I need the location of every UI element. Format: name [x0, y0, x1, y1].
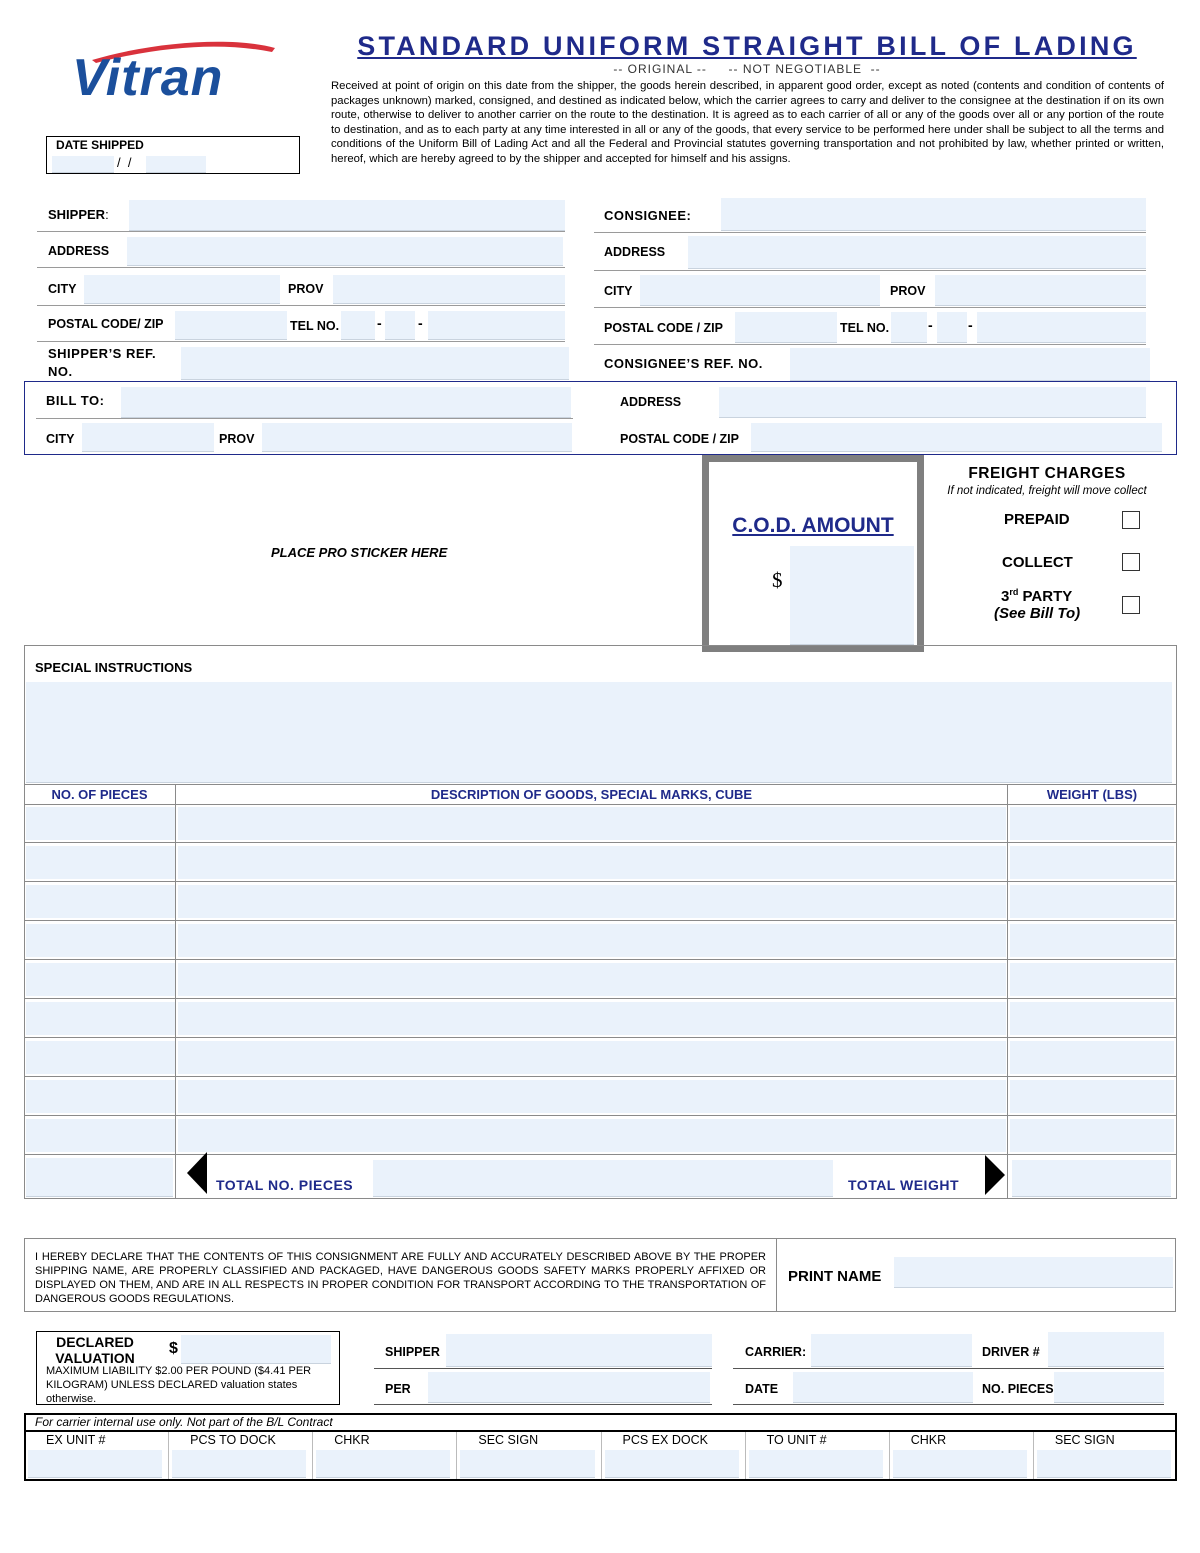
description-cell[interactable]	[178, 1041, 1006, 1074]
col-divider	[601, 1432, 602, 1479]
internal-col-label: TO UNIT #	[766, 1433, 827, 1447]
internal-col-field[interactable]	[460, 1450, 594, 1478]
document-title: STANDARD UNIFORM STRAIGHT BILL OF LADING	[357, 31, 1137, 61]
col-header-pieces: NO. OF PIECES	[51, 787, 148, 802]
tel-dash: -	[418, 315, 423, 331]
total-pieces-label: TOTAL NO. PIECES	[216, 1177, 354, 1193]
table-row	[24, 843, 1176, 882]
total-weight-label: TOTAL WEIGHT	[848, 1177, 959, 1193]
divider	[37, 305, 565, 306]
divider	[24, 784, 1176, 785]
divider	[37, 231, 565, 232]
divider	[37, 341, 565, 342]
description-cell[interactable]	[178, 1002, 1006, 1035]
consignee-tel-prefix-field[interactable]	[937, 312, 967, 343]
divider	[594, 344, 1146, 345]
weight-cell[interactable]	[1010, 846, 1174, 879]
per-label: PER	[385, 1382, 411, 1396]
declared-valuation-field[interactable]	[181, 1335, 331, 1364]
description-cell[interactable]	[178, 1119, 1006, 1152]
description-cell[interactable]	[178, 846, 1006, 879]
weight-cell[interactable]	[1010, 807, 1174, 840]
divider	[733, 1404, 1164, 1405]
col-header-description: DESCRIPTION OF GOODS, SPECIAL MARKS, CUBE	[430, 787, 753, 802]
internal-col-label: CHKR	[910, 1433, 947, 1447]
tel-dash: -	[968, 317, 973, 333]
freight-charges-note: If not indicated, freight will move collect	[947, 485, 1147, 497]
driver-field[interactable]	[1048, 1332, 1164, 1367]
description-cell[interactable]	[178, 807, 1006, 840]
weight-cell[interactable]	[1010, 1080, 1174, 1113]
consignee-address-label: ADDRESS	[604, 245, 666, 259]
bill-to-postal-field[interactable]	[751, 423, 1162, 452]
see-bill-to-label: (See Bill To)	[994, 605, 1081, 622]
declaration-text: I HEREBY DECLARE THAT THE CONTENTS OF THIS CONSIGNMENT ARE FULLY AND ACCURATELY DESCRIBED ABOVE BY THE PROPER SHIPPING NAME, ARE PROPERLY CLASSIFIED AND PACKAGED, HAVE DANGEROUS GOODS SAFETY MARKS PROPERLY AFFIXED OR DISPLAYED ON THEM, AND ARE IN ALL RESPECTS IN PROPER CONDITION FOR TRANSPORT ACCORDING TO THE TRANSPORTATION OF DANGEROUS GOODS REGULATIONS.	[35, 1251, 766, 1305]
shipper-signature-label: SHIPPER	[385, 1345, 440, 1359]
shipper-tel-line-field[interactable]	[428, 311, 565, 340]
no-pieces-field[interactable]	[1054, 1372, 1164, 1403]
consignee-tel-area-field[interactable]	[891, 312, 927, 343]
description-cell[interactable]	[178, 885, 1006, 918]
print-name-field[interactable]	[894, 1257, 1173, 1288]
tel-dash: -	[928, 317, 933, 333]
pieces-cell[interactable]	[26, 807, 175, 840]
internal-col-label: SEC SIGN	[478, 1433, 539, 1447]
pieces-cell[interactable]	[26, 924, 175, 957]
divider	[36, 418, 573, 419]
col-header-weight: WEIGHT (LBS)	[1046, 787, 1138, 802]
shipper-prov-label: PROV	[288, 282, 324, 296]
date-shipped-month[interactable]	[52, 156, 114, 173]
special-instructions-label: SPECIAL INSTRUCTIONS	[35, 660, 193, 675]
right-arrow-icon	[985, 1155, 1005, 1195]
bill-to-address-label: ADDRESS	[620, 395, 682, 409]
shipper-name-field[interactable]	[129, 200, 565, 231]
internal-col-field[interactable]	[605, 1450, 739, 1478]
pieces-cell[interactable]	[26, 1080, 175, 1113]
consignee-postal-field[interactable]	[735, 312, 837, 343]
per-field[interactable]	[428, 1372, 710, 1403]
divider	[594, 232, 1146, 233]
prepaid-label: PREPAID	[1004, 511, 1070, 528]
weight-cell[interactable]	[1010, 924, 1174, 957]
pro-sticker-label: PLACE PRO STICKER HERE	[271, 545, 448, 560]
consignee-name-field[interactable]	[721, 198, 1146, 231]
shipper-tel-label: TEL NO.	[290, 319, 340, 333]
internal-col-field[interactable]	[1037, 1450, 1171, 1478]
weight-cell[interactable]	[1010, 885, 1174, 918]
total-pieces-box[interactable]	[26, 1158, 173, 1197]
pieces-cell[interactable]	[26, 1002, 175, 1035]
tel-dash: -	[377, 315, 382, 331]
shipper-prov-field[interactable]	[333, 275, 565, 304]
bill-to-label: BILL TO:	[46, 393, 105, 408]
table-row	[24, 1038, 1176, 1077]
shipper-address-label: ADDRESS	[48, 244, 110, 258]
table-row	[24, 1116, 1176, 1155]
consignee-prov-label: PROV	[890, 284, 926, 298]
bill-to-name-field[interactable]	[121, 387, 571, 418]
print-name-label: PRINT NAME	[788, 1268, 882, 1285]
logo-text: Vitran	[72, 49, 224, 107]
divider	[374, 1368, 712, 1369]
table-row	[24, 804, 1176, 843]
consignee-postal-label: POSTAL CODE / ZIP	[604, 321, 723, 335]
no-pieces-label: NO. PIECES	[982, 1382, 1054, 1396]
internal-col-field[interactable]	[749, 1450, 883, 1478]
left-arrow-icon	[187, 1152, 207, 1194]
special-instructions-field[interactable]	[26, 682, 1172, 783]
document-subtitle: -- ORIGINAL -- -- NOT NEGOTIABLE --	[613, 62, 881, 76]
consignee-label: CONSIGNEE:	[604, 208, 692, 223]
col-divider	[312, 1432, 313, 1479]
table-row	[24, 921, 1176, 960]
date-shipped-year[interactable]	[146, 156, 206, 173]
internal-col-label: PCS EX DOCK	[622, 1433, 708, 1447]
vitran-logo	[72, 36, 282, 106]
shipper-city-label: CITY	[48, 282, 77, 296]
carrier-label: CARRIER:	[745, 1345, 807, 1359]
internal-col-field[interactable]	[893, 1450, 1027, 1478]
bill-to-prov-label: PROV	[219, 432, 255, 446]
shipper-ref-label: SHIPPER’S REF. NO.	[48, 346, 157, 379]
table-row	[24, 960, 1176, 999]
declaration-divider	[776, 1238, 777, 1312]
description-cell[interactable]	[178, 963, 1006, 996]
bill-to-city-label: CITY	[46, 432, 75, 446]
divider	[594, 307, 1146, 308]
total-pieces-field[interactable]	[373, 1160, 833, 1197]
divider	[374, 1404, 712, 1405]
terms-paragraph: Received at point of origin on this date from the shipper, the goods herein described, in apparent good order, except as noted (contents and condition of contents of packages unknown) marked, consigned, and destined as indicated below, which the carrier agrees to carry and deliver to the consignee at the destination if on its own route, otherwise to deliver to another carrier on the route to the destination. It is agreed as to each carrier of all or any of the goods over all or any portion of the route to destination, and as to each party at any time interested in all or any of the goods, that every service to be performed here under shall be subject to all the terms and conditions of the Uniform Bill of Lading Act and all the Federal and Provincial statutes governing transportation and not prohibited by law, whether printed or written, hereof, which are hereby agreed to by the shipper and accepted for himself and his assigns.	[331, 80, 1164, 165]
divider	[733, 1368, 1164, 1369]
shipper-ref-field[interactable]	[181, 347, 569, 380]
consignee-ref-field[interactable]	[790, 348, 1150, 381]
freight-charges-title: FREIGHT CHARGES	[968, 465, 1126, 482]
internal-col-label: SEC SIGN	[1054, 1433, 1115, 1447]
pieces-cell[interactable]	[26, 885, 175, 918]
consignee-city-label: CITY	[604, 284, 633, 298]
valuation-note: MAXIMUM LIABILITY $2.00 PER POUND ($4.41 PER KILOGRAM) UNLESS DECLARED valuation states otherwise.	[46, 1365, 312, 1405]
weight-cell[interactable]	[1010, 1119, 1174, 1152]
date-shipped-label: DATE SHIPPED	[56, 138, 144, 152]
internal-col-field[interactable]	[172, 1450, 306, 1478]
internal-col-label: CHKR	[334, 1433, 370, 1447]
shipper-address-field[interactable]	[127, 237, 563, 266]
shipper-label: SHIPPER:	[48, 207, 109, 222]
carrier-field[interactable]	[811, 1334, 972, 1367]
col-divider	[168, 1432, 169, 1479]
bill-to-postal-label: POSTAL CODE / ZIP	[620, 432, 739, 446]
consignee-address-field[interactable]	[688, 236, 1146, 269]
collect-label: COLLECT	[1002, 554, 1073, 571]
weight-cell[interactable]	[1010, 963, 1174, 996]
shipper-signature-field[interactable]	[446, 1334, 712, 1367]
pieces-cell[interactable]	[26, 963, 175, 996]
table-row	[24, 1077, 1176, 1116]
internal-col-field[interactable]	[28, 1450, 162, 1478]
col-divider	[1033, 1432, 1034, 1479]
bill-to-address-field[interactable]	[719, 387, 1146, 418]
date-label: DATE	[745, 1382, 779, 1396]
valuation-currency: $	[169, 1340, 178, 1357]
internal-col-label: PCS TO DOCK	[190, 1433, 276, 1447]
consignee-tel-line-field[interactable]	[977, 312, 1146, 343]
col-divider	[889, 1432, 890, 1479]
col-divider	[456, 1432, 457, 1479]
third-party-checkbox[interactable]	[1122, 596, 1140, 614]
internal-use-note: For carrier internal use only. Not part of the B/L Contract	[35, 1415, 333, 1429]
divider	[594, 270, 1146, 271]
bill-to-prov-field[interactable]	[262, 423, 572, 452]
pieces-cell[interactable]	[26, 1041, 175, 1074]
third-party-label: 3rd PARTY	[1001, 587, 1073, 605]
prepaid-checkbox[interactable]	[1122, 511, 1140, 529]
internal-col-field[interactable]	[316, 1450, 450, 1478]
date-shipped-separator: / /	[117, 155, 132, 170]
cod-currency: $	[772, 568, 783, 592]
table-row	[24, 882, 1176, 921]
collect-checkbox[interactable]	[1122, 553, 1140, 571]
shipper-tel-area-field[interactable]	[341, 311, 375, 340]
col-divider	[745, 1432, 746, 1479]
table-row	[24, 999, 1176, 1038]
pieces-cell[interactable]	[26, 846, 175, 879]
consignee-city-field[interactable]	[640, 275, 880, 306]
consignee-ref-label: CONSIGNEE’S REF. NO.	[604, 356, 763, 371]
total-weight-field[interactable]	[1012, 1160, 1171, 1197]
shipper-city-field[interactable]	[84, 275, 280, 304]
divider	[37, 267, 565, 268]
bill-to-city-field[interactable]	[82, 423, 214, 452]
weight-cell[interactable]	[1010, 1041, 1174, 1074]
weight-cell[interactable]	[1010, 1002, 1174, 1035]
consignee-tel-label: TEL NO.	[840, 321, 890, 335]
shipper-postal-field[interactable]	[175, 311, 287, 340]
pieces-cell[interactable]	[26, 1119, 175, 1152]
shipper-tel-prefix-field[interactable]	[385, 311, 415, 340]
internal-col-label: EX UNIT #	[46, 1433, 106, 1447]
consignee-prov-field[interactable]	[935, 275, 1146, 306]
date-field[interactable]	[793, 1372, 973, 1403]
cod-amount-field[interactable]	[790, 546, 914, 645]
cod-label: C.O.D. AMOUNT	[732, 514, 894, 537]
description-cell[interactable]	[178, 924, 1006, 957]
description-cell[interactable]	[178, 1080, 1006, 1113]
shipper-postal-label: POSTAL CODE/ ZIP	[48, 317, 164, 331]
declared-valuation-label: DECLARED VALUATION	[55, 1334, 135, 1366]
driver-label: DRIVER #	[982, 1345, 1040, 1359]
